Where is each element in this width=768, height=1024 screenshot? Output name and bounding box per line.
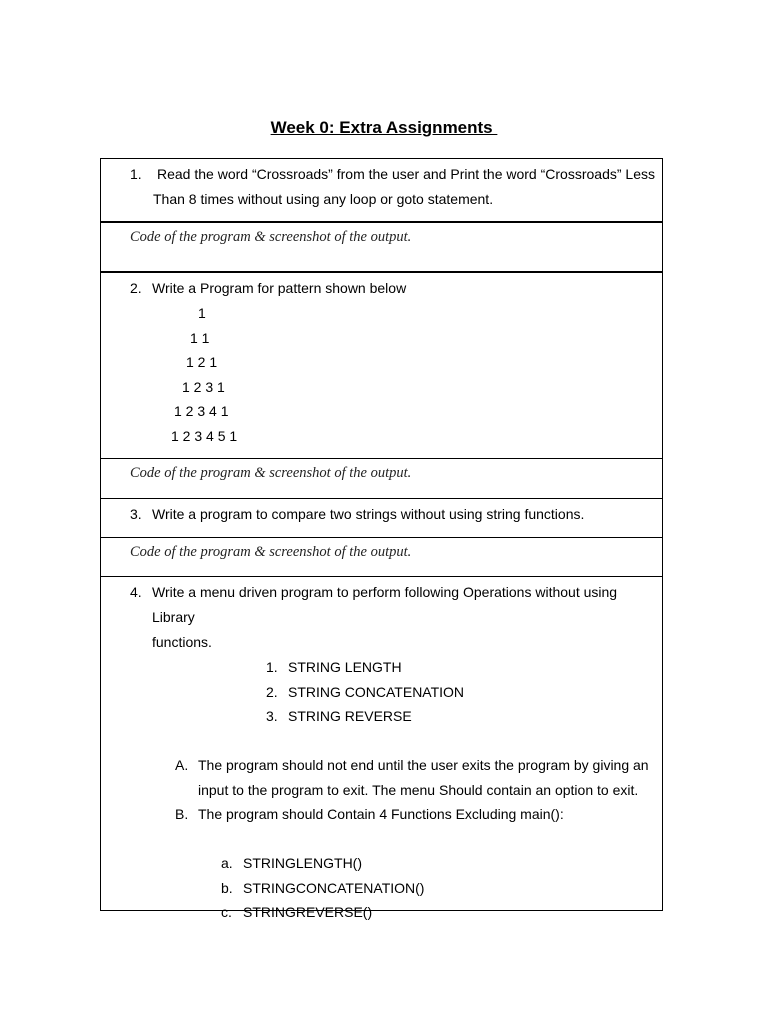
question-number: 2. <box>130 280 142 296</box>
list-item: A. The program should not end until the user exits the program by giving an input to the program to exit. The menu Should contain an option to exit. <box>175 757 649 798</box>
answer-row-3 <box>101 538 662 577</box>
question-4-row <box>101 577 662 920</box>
question-number: 3. <box>130 506 142 522</box>
question-1-line-2: Than 8 times without using any loop or goto statement. <box>153 191 494 207</box>
answer-row-1 <box>101 223 662 273</box>
question-2-row <box>101 273 662 459</box>
question-3-row <box>101 499 662 538</box>
question-1-line-1: Read the word “Crossroads” from the user and Print the word “Crossroads” Less <box>157 166 655 182</box>
question-4-line-1: Write a menu driven program to perform following Operations without using Library <box>152 584 618 625</box>
requirements-list <box>101 753 662 827</box>
code-label: Code of the program & screenshot of the output. <box>130 544 412 560</box>
pattern-line: 1 1 <box>190 329 210 346</box>
page-title: Week 0: Extra Assignments <box>270 118 498 137</box>
pattern-line: 1 2 3 4 1 <box>174 403 229 419</box>
pattern-line: 1 <box>198 305 206 321</box>
list-item: 3. STRING REVERSE <box>266 708 412 724</box>
list-item: c. STRINGREVERSE() <box>221 904 373 920</box>
pattern-line: 1 2 3 1 <box>182 378 225 395</box>
question-1-row <box>101 159 662 223</box>
list-item: 2. STRING CONCATENATION <box>266 683 465 700</box>
number-pattern <box>101 301 662 448</box>
question-2-text: Write a Program for pattern shown below <box>152 280 407 296</box>
list-item: B. The program should Contain 4 Functions Excluding main(): <box>175 806 564 822</box>
pattern-line: 1 2 3 4 5 1 <box>171 427 238 444</box>
question-number: 4. <box>130 584 142 600</box>
question-4-line-2: functions. <box>152 634 212 650</box>
functions-list <box>101 851 662 925</box>
assignment-table <box>100 158 663 920</box>
operations-list <box>101 655 662 729</box>
question-number: 1. <box>130 166 142 182</box>
answer-row-2 <box>101 459 662 499</box>
list-item: b. STRINGCONCATENATION() <box>221 879 425 896</box>
list-item: a. STRINGLENGTH() <box>221 855 362 871</box>
list-item: 1. STRING LENGTH <box>266 659 402 675</box>
pattern-line: 1 2 1 <box>186 354 218 370</box>
code-label: Code of the program & screenshot of the output. <box>130 229 412 245</box>
question-3-text: Write a program to compare two strings without using string functions. <box>152 506 585 522</box>
code-label: Code of the program & screenshot of the output. <box>130 465 412 481</box>
